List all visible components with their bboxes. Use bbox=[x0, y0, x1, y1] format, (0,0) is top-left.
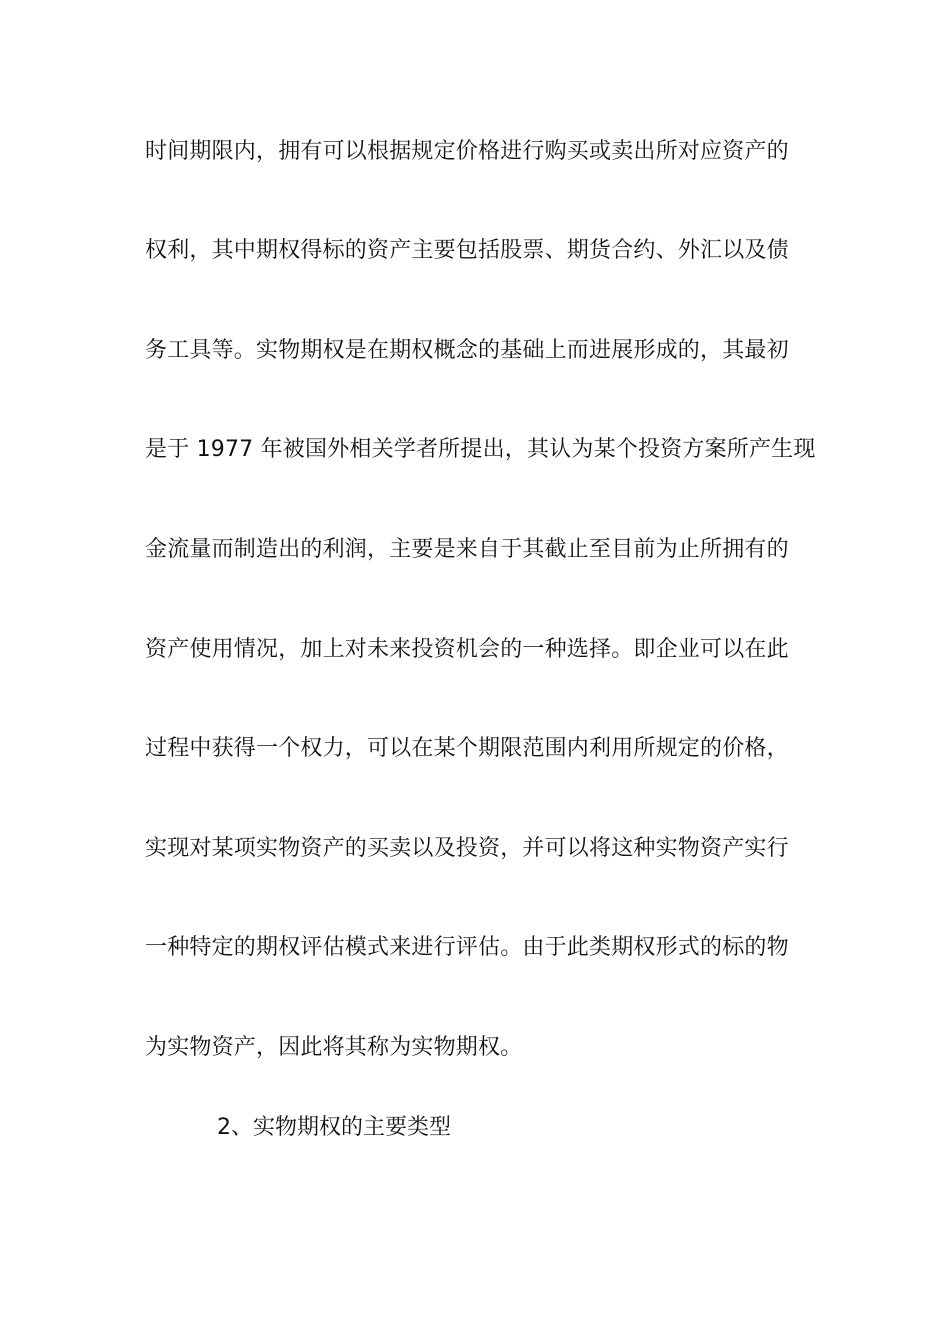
paragraph-line: 资产使用情况，加上对未来投资机会的一种选择。即企业可以在此 bbox=[145, 637, 789, 662]
paragraph-line: 务工具等。实物期权是在期权概念的基础上而进展形成的，其最初 bbox=[145, 338, 789, 363]
paragraph-line: 一种特定的期权评估模式来进行评估。由于此类期权形式的标的物 bbox=[145, 935, 789, 960]
paragraph-line: 时间期限内，拥有可以根据规定价格进行购买或卖出所对应资产的 bbox=[145, 139, 789, 164]
section-heading: 2、实物期权的主要类型 bbox=[217, 1115, 451, 1140]
paragraph-line: 权利，其中期权得标的资产主要包括股票、期货合约、外汇以及债 bbox=[145, 238, 789, 263]
paragraph-line: 是于 1977 年被国外相关学者所提出，其认为某个投资方案所产生现 bbox=[145, 437, 816, 462]
paragraph-line: 金流量而制造出的利润，主要是来自于其截止至目前为止所拥有的 bbox=[145, 537, 789, 562]
paragraph-line: 实现对某项实物资产的买卖以及投资，并可以将这种实物资产实行 bbox=[145, 836, 789, 861]
paragraph-line: 为实物资产，因此将其称为实物期权。 bbox=[145, 1035, 523, 1060]
paragraph-line: 过程中获得一个权力，可以在某个期限范围内利用所规定的价格， bbox=[145, 736, 789, 761]
